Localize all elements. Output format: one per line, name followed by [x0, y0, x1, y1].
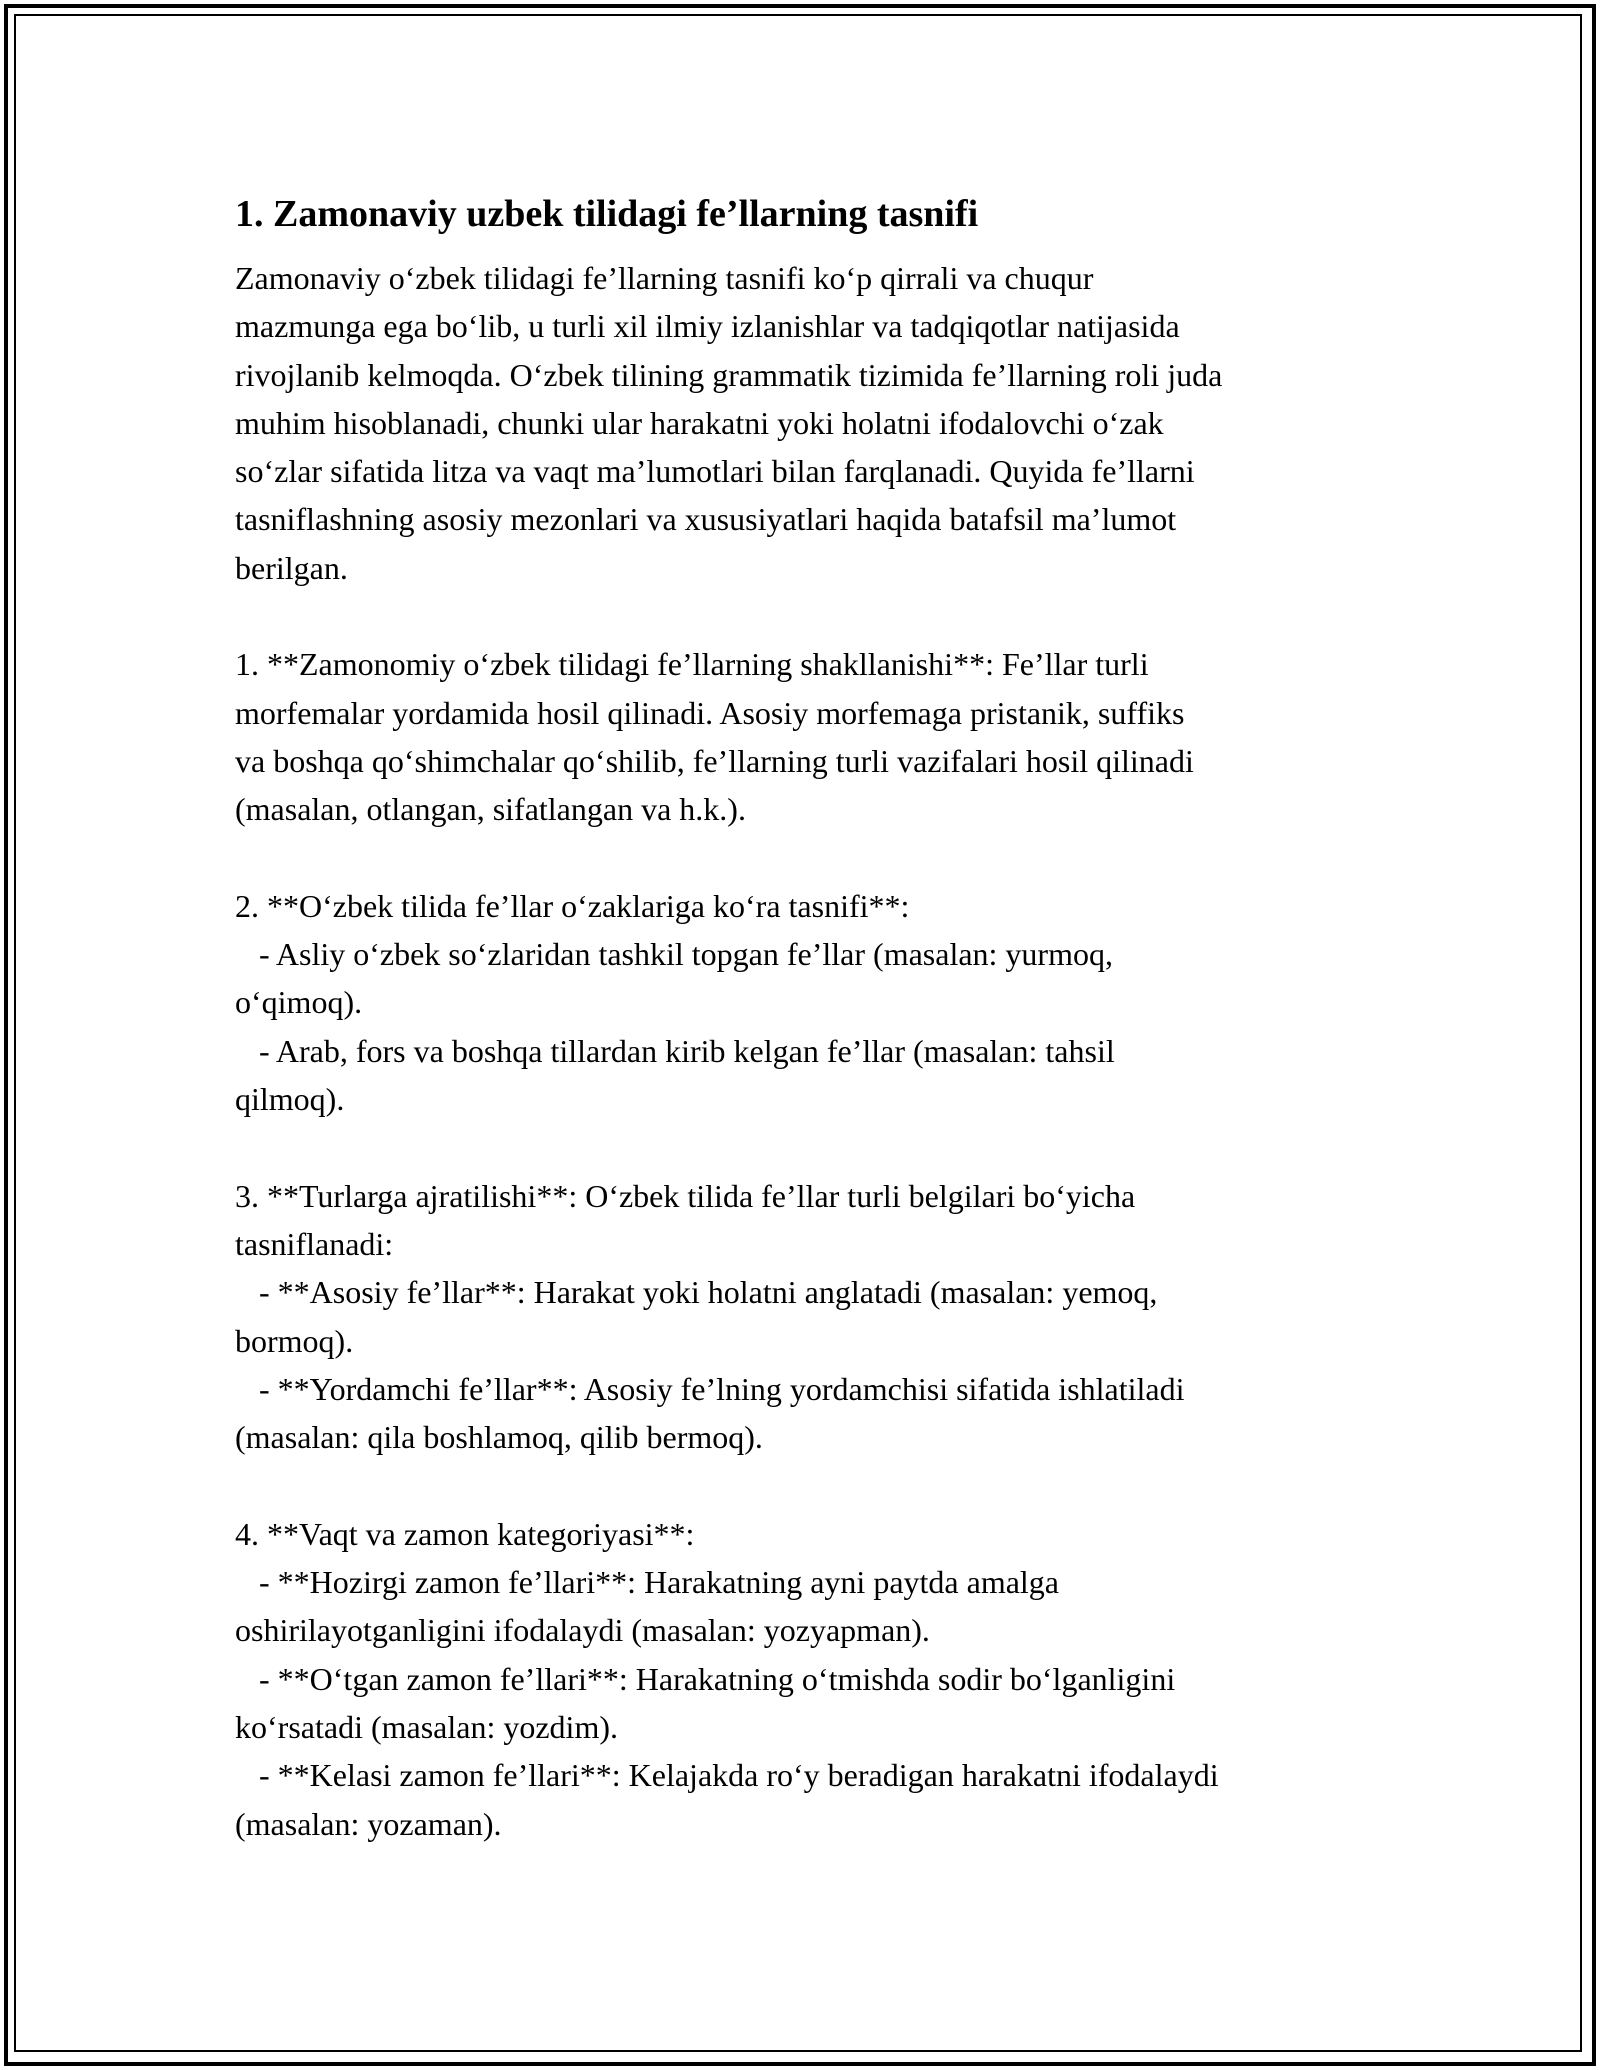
blank-line	[235, 834, 1385, 882]
blank-line	[235, 592, 1385, 640]
text-line: - **Kelasi zamon fe’llari**: Kelajakda ro‘y beradigan harakatni ifodalaydi	[235, 1757, 1219, 1794]
text-line: - Arab, fors va boshqa tillardan kirib kelgan fe’llar (masalan: tahsil	[235, 1032, 1115, 1069]
text-line: 4. **Vaqt va zamon kategoriyasi**:	[235, 1515, 695, 1552]
text-line: tasniflanadi:	[235, 1225, 394, 1262]
document-body	[235, 186, 1385, 1848]
text-line: o‘qimoq).	[235, 984, 363, 1021]
text-line: (masalan: yozaman).	[235, 1805, 502, 1842]
blank-line	[235, 1461, 1385, 1509]
text-line: 3. **Turlarga ajratilishi**: O‘zbek tilida fe’llar turli belgilari bo‘yicha	[235, 1177, 1136, 1214]
text-line: - **Hozirgi zamon fe’llari**: Harakatning ayni paytda amalga	[235, 1564, 1059, 1601]
section-heading: 1. Zamonaviy uzbek tilidagi fe’llarning tasnifi	[235, 193, 979, 235]
blank-line	[235, 1123, 1385, 1171]
text-line: rivojlanib kelmoqda. O‘zbek tilining grammatik tizimida fe’llarning roli juda	[235, 356, 1223, 393]
text-line: bormoq).	[235, 1322, 354, 1359]
text-line: mazmunga ega bo‘lib, u turli xil ilmiy izlanishlar va tadqiqotlar natijasida	[235, 308, 1180, 345]
text-line: (masalan: qila boshlamoq, qilib bermoq).	[235, 1419, 763, 1456]
text-line: oshirilayotganligini ifodalaydi (masalan: yozyapman).	[235, 1612, 930, 1649]
text-line: - **Asosiy fe’llar**: Harakat yoki holatni anglatadi (masalan: yemoq,	[235, 1274, 1158, 1311]
text-line: berilgan.	[235, 549, 348, 586]
text-line: - **O‘tgan zamon fe’llari**: Harakatning o‘tmishda sodir bo‘lganligini	[235, 1660, 1176, 1697]
text-line: 1. **Zamonomiy o‘zbek tilidagi fe’llarning shakllanishi**: Fe’llar turli	[235, 646, 1149, 683]
text-line: (masalan, otlangan, sifatlangan va h.k.).	[235, 791, 746, 828]
text-line: va boshqa qo‘shimchalar qo‘shilib, fe’llarning turli vazifalari hosil qilinadi	[235, 742, 1194, 779]
text-line: tasniflashning asosiy mezonlari va xususiyatlari haqida batafsil ma’lumot	[235, 501, 1177, 538]
text-line: qilmoq).	[235, 1081, 345, 1118]
text-line: - Asliy o‘zbek so‘zlaridan tashkil topgan fe’llar (masalan: yurmoq,	[235, 936, 1113, 973]
text-line: 2. **O‘zbek tilida fe’llar o‘zaklariga ko‘ra tasnifi**:	[235, 887, 910, 924]
text-line: - **Yordamchi fe’llar**: Asosiy fe’lning yordamchisi sifatida ishlatiladi	[235, 1370, 1185, 1407]
text-line: so‘zlar sifatida litza va vaqt ma’lumotlari bilan farqlanadi. Quyida fe’llarni	[235, 453, 1195, 490]
text-line: ko‘rsatadi (masalan: yozdim).	[235, 1708, 618, 1745]
text-line: muhim hisoblanadi, chunki ular harakatni yoki holatni ifodalovchi o‘zak	[235, 404, 1164, 441]
text-line: Zamonaviy o‘zbek tilidagi fe’llarning tasnifi ko‘p qirrali va chuqur	[235, 260, 1094, 296]
text-line: morfemalar yordamida hosil qilinadi. Asosiy morfemaga pristanik, suffiks	[235, 694, 1185, 731]
document-text	[235, 254, 1385, 1848]
